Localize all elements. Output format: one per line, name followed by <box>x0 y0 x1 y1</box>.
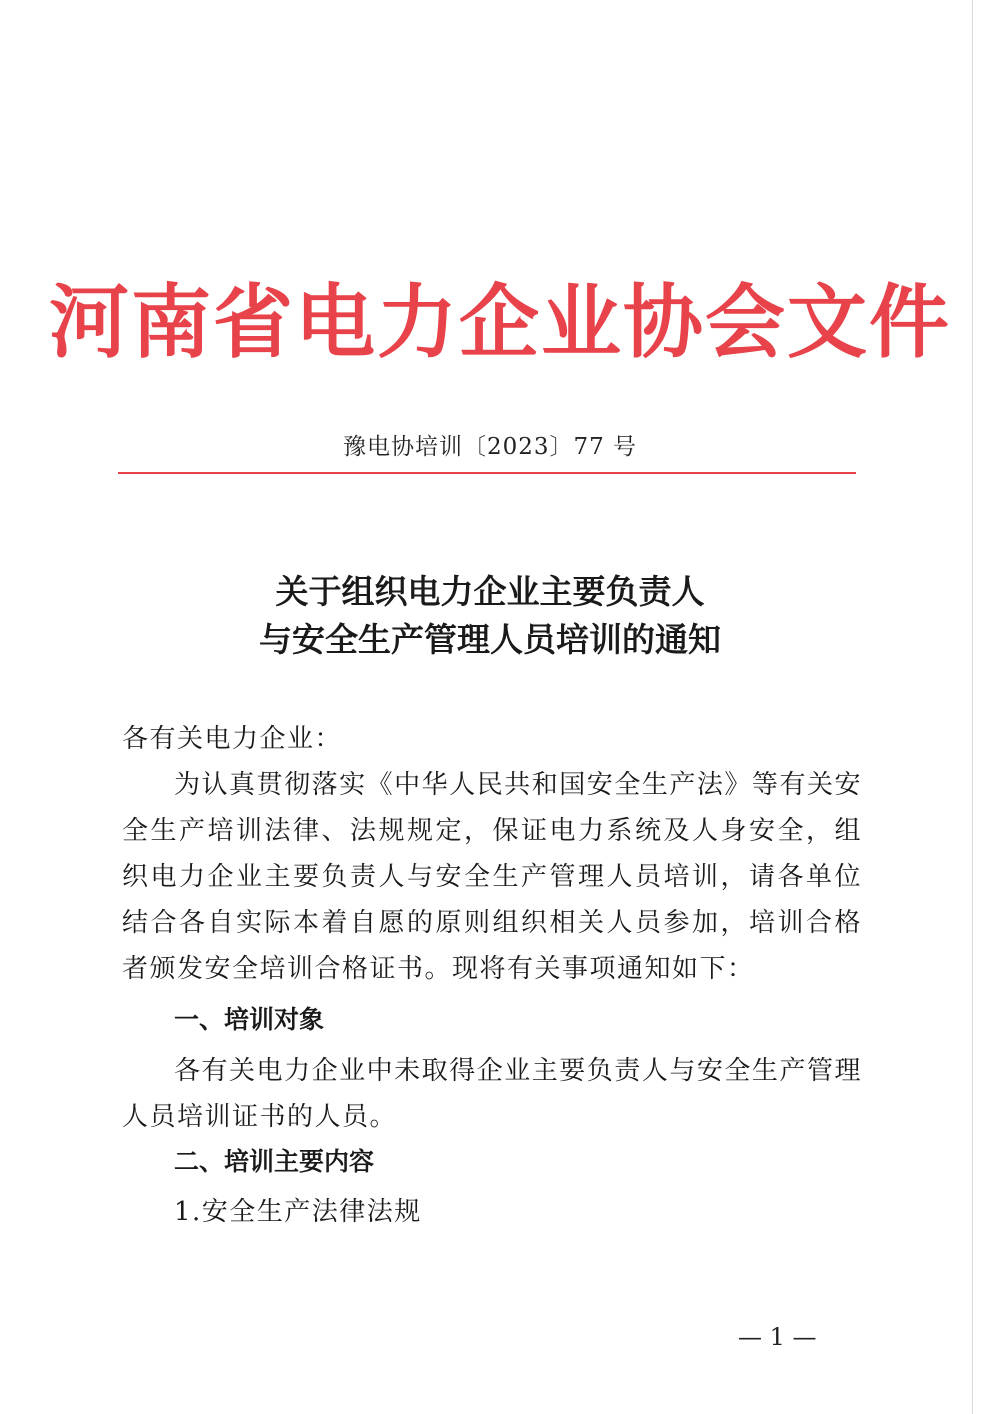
document-number: 豫电协培训〔2023〕77 号 <box>342 434 638 460</box>
organization-title: 河南省电力企业协会文件 <box>49 275 951 369</box>
salutation: 各有关电力企业： <box>122 724 343 754</box>
notice-title-line-2: 与安全生产管理人员培训的通知 <box>259 620 721 659</box>
scan-edge-line <box>972 0 973 1414</box>
notice-title-line-1: 关于组织电力企业主要负责人 <box>275 572 705 611</box>
training-target-paragraph: 各有关电力企业中未取得企业主要负责人与安全生产管理人员培训证书的人员。 <box>122 1056 862 1132</box>
content-list-item: 1.安全生产法律法规 <box>174 1197 422 1227</box>
notice-title <box>0 568 980 664</box>
section-heading-training-content: 二、培训主要内容 <box>174 1147 375 1176</box>
red-divider-line <box>118 472 856 474</box>
section-heading-training-target: 一、培训对象 <box>174 1005 325 1034</box>
intro-paragraph: 为认真贯彻落实《中华人民共和国安全生产法》等有关安全生产培训法律、法规规定，保证电力系统及人身安全，组织电力企业主要负责人与安全生产管理人员培训，请各单位结合各自实际本着自愿的原则组织相关人员参加，培训合格者颁发安全培训合格证书。现将有关事项通知如下： <box>122 770 862 984</box>
page-number: — 1 — <box>738 1323 817 1351</box>
